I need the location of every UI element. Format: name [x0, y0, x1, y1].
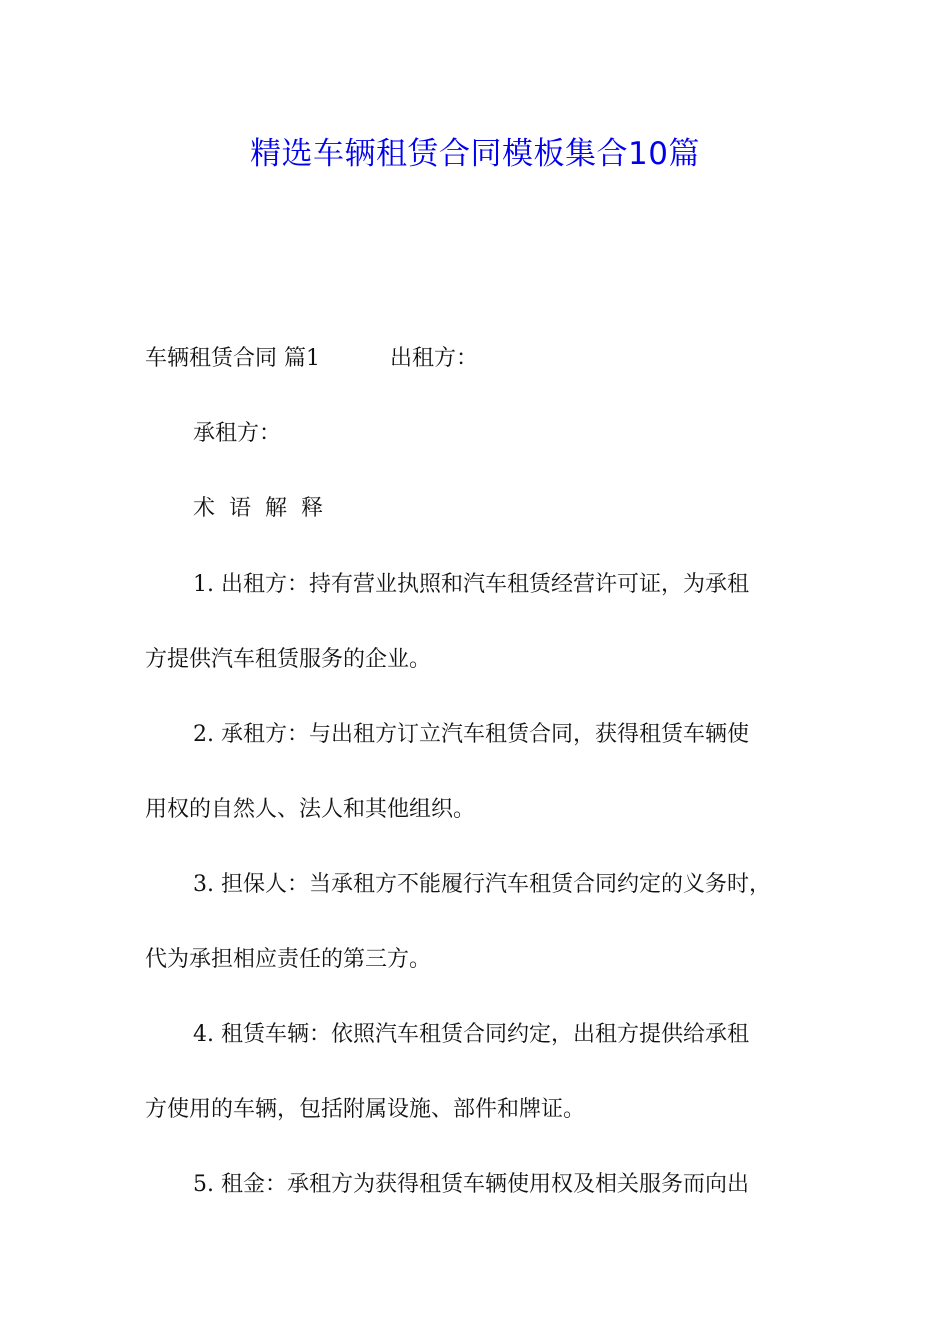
- lessee-label: 承租方：: [193, 421, 282, 446]
- paragraph-line: 方提供汽车租赁服务的企业。: [145, 647, 432, 672]
- paragraph-line: 4. 租赁车辆：依照汽车租赁合同约定，出租方提供给承租: [193, 1022, 749, 1047]
- lessor-label: 出租方：: [390, 346, 479, 371]
- paragraph-line: 用权的自然人、法人和其他组织。: [145, 797, 476, 822]
- article-heading: 车辆租赁合同 篇1: [145, 346, 320, 371]
- paragraph-line: 方使用的车辆，包括附属设施、部件和牌证。: [145, 1097, 586, 1122]
- paragraph-line: 3. 担保人：当承租方不能履行汽车租赁合同约定的义务时，: [193, 872, 771, 897]
- paragraph-line: 1. 出租方：持有营业执照和汽车租赁经营许可证，为承租: [193, 572, 749, 597]
- paragraph-line: 5. 租金：承租方为获得租赁车辆使用权及相关服务而向出: [193, 1172, 749, 1197]
- terms-heading: 术语解释: [193, 496, 338, 521]
- paragraph-line: 代为承担相应责任的第三方。: [145, 947, 432, 972]
- paragraph-line: 2. 承租方：与出租方订立汽车租赁合同，获得租赁车辆使: [193, 722, 749, 747]
- document-title: 精选车辆租赁合同模板集合10篇: [250, 136, 700, 172]
